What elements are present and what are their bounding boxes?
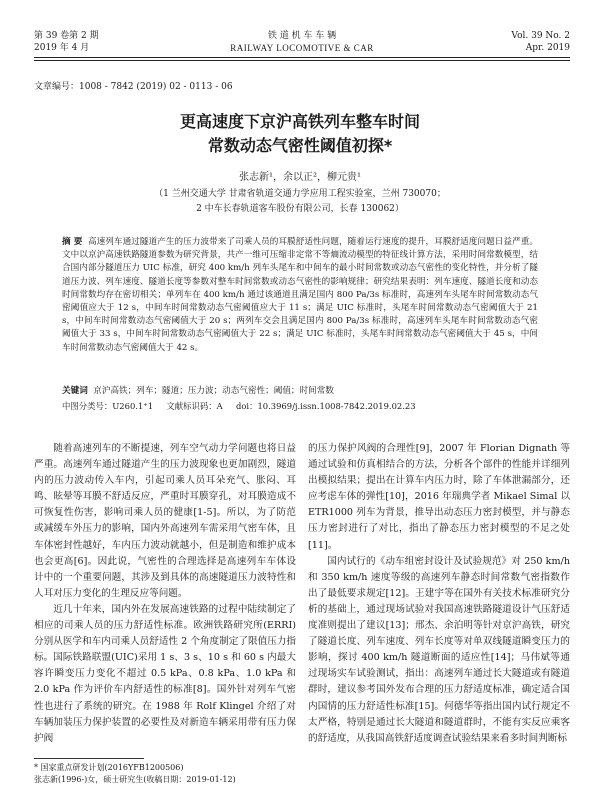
doi: doi：10.3969/j.issn.1008-7842.2019.02.23 [235,401,416,411]
footnote-rule [34,758,144,759]
clc-number: 中图分类号：U260.1⁺1 [62,401,154,411]
journal-name-cn: 铁 道 机 车 车 辆 [267,31,337,41]
footnote-funding: * 国家重点研发计划(2016YFB1200506) [34,763,184,772]
body-column-left [34,441,296,747]
title-line-2: 常数动态气密性阈值初探* [207,136,393,155]
article-number: 文章编号：1008 - 7842 (2019) 02 - 0113 - 06 [34,82,233,92]
body-paragraph: 随着高速列车的不断提速，列车空气动力学问题也将日益严重。高速列车通过隧道产生的压力波现象也更加剧烈，隧道内的压力波动传入车内，引起司乘人员耳朵充气、胀闷、耳鸣、眩晕等耳膜不舒适反应，严重时耳膜穿孔，对耳膜造成不可恢复性伤害，影响司乘人员的健康[1-5]。所以，为了防范或减缓车外压力的影响，国内外高速列车需采用气密车体，且车体密封性越好，车内压力波动就越小，但是制造和维护成本也会更高[6]。因此说，气密性的合理选择是高速列车车体设计中的一个重要问题，其涉及到具体的高速隧道压力波特性和人耳对压力变化的生理反应等问题。 [34,443,296,599]
journal-name-en: RAILWAY LOCOMOTIVE & CAR [230,43,374,53]
abstract-text: 高速列车通过隧道产生的压力波带来了司乘人员的耳膜舒适性问题，随着运行速度的提升，耳膜舒适度问题日益严重。文中以京沪高速铁路隧道参数为研究背景，共产一维可压缩非定常不等熵流动模型的特征线计算方法，采用时间常数模型，结合国内部分隧道压力 UIC 标准，研究 400 km/h 列车头尾车和中间车的最小时间常数或动态气密性的变化特性，并分析了隧道压力波、列车速度、隧道长度等参数对整车时间常数或动态气密性的影响规律；研究结果表明：列车速度、隧道长度和动态时间常数均存在密切相关；单列车在 400 km/h 通过该通道且满足国内 800 Pa/3s 标准时，高速列车头尾车时间常数动态气密阈值应大于 12 s，中间车时间常数动态气密阈值应大于 11 s；满足 UIC 标准时，头尾车时间常数动态气密阈值大于 21 s，中间车时间常数动态气密阈值大于 20 s；两列车交会且满足国内 800 Pa/3s 标准时，高速列车头尾车时间常数动态气密阈值大于 33 s，中间车时间常数动态气密阈值大于 22 s；满足 UIC 标准时，头尾车时间常数动态气密阈值大于 45 s，中间车时间常数动态气密阈值大于 42 s。 [62,237,538,353]
body-paragraph: 国内试行的《动车组密封设计及试验规范》对 250 km/h 和 350 km/h 速度等级的高速列车静态时间常数气密指数作出了最低要求规定[12]。王建宇等在国外有关技术标准研究分析的基础上，通过现场试验对我国高速铁路隧道设计气压舒适度准则提出了建议[13]；邢杰、余泊明等针对京沪高铁，研究了隧道长度、列车速度、列车长度等对单双线隧道瞬变压力的影响，探讨 400 km/h 隧道断面的适应性[14]；马伟斌等通过现场实车试验测试，指出：高速列车通过长大隧道或有隧道群时，建议参考国外发布合理的压力舒适度标准，确定适合国内国情的压力舒适性标准[15]。何德华等指出国内试行规定不太严格，特别是通过长大隧道和隧道群时，不能有实反应乘客的舒适度，从我国高铁舒适度调查试验结果来看多时间判断标 [308,555,570,744]
keywords-label: 关键词 [62,386,88,396]
publication-date-en: Apr. 2019 [525,43,570,53]
publication-date: 2019 年 4 月 [34,43,90,53]
paper-title [0,110,600,158]
abstract-label: 摘 要 [62,237,83,247]
volume-issue: 第 39 卷第 2 期 [34,31,99,41]
title-line-1: 更高速度下京沪高铁列车整车时间 [179,112,420,131]
volume-issue-en: Vol. 39 No. 2 [511,31,570,41]
body-paragraph: 的压力保护风阀的合理性[9]，2007 年 Florian Dignath 等通过试验和仿真相结合的方法，分析各个部件的性能并详细列出模拟结果；提出在计算车内压力时，除了车体泄漏部分，还应考虑车体的弹性[10]，2016 年瑞典学者 Mikael Simal 以 ETR1000 列车为背景，推导出动态压力密封模型，并与静态压力密封进行了对比，指出了静态压力密封模型的不足之处[11]。 [308,443,570,551]
running-header [34,30,570,60]
body-paragraph: 近几十年来，国内外在发展高速铁路的过程中陆续制定了相应的司乘人员的压力舒适性标准。欧洲铁路研究所(ERRI)分别从医学和车内司乘人员舒适性 2 个角度制定了限值压力指标。国际铁路联盟(UIC)采用 1 s、3 s、10 s 和 60 s 内最大容许瞬变压力变化不超过 0.5 kPa、0.8 kPa、1.0 kPa 和 2.0 kPa 作为评价车内舒适性的标准[8]。国外针对列车气密性也进行了系统的研究。在 1988 年 Rolf Klingel 介绍了对车辆加装压力保护装置的必要性及对新造车辆采用带有压力保护阀 [34,603,296,744]
keywords [62,384,538,396]
footnote-author: 张志新(1996-)女，硕士研究生(收稿日期：2019-01-12) [34,775,236,784]
header-rule-top [34,57,570,58]
abstract [62,236,538,355]
classification-info [62,400,538,412]
affiliation-2: 2 中车长春轨道客车股份有限公司，长春 130062） [196,204,404,214]
journal-name [34,30,570,54]
body-column-right [308,441,570,747]
journal-volume-info-en [511,30,570,54]
keywords-text: 京沪高铁；列车；隧道；压力波；动态气密性；阈值；时间常数 [93,386,334,396]
header-rule-bottom [34,60,570,61]
document-code: 文献标识码：A [166,401,223,411]
authors: 张志新¹，余以正²，柳元贵¹ [238,172,362,183]
affiliation-1: （1 兰州交通大学 甘肃省轨道交通力学应用工程实验室，兰州 730070； [154,189,446,199]
